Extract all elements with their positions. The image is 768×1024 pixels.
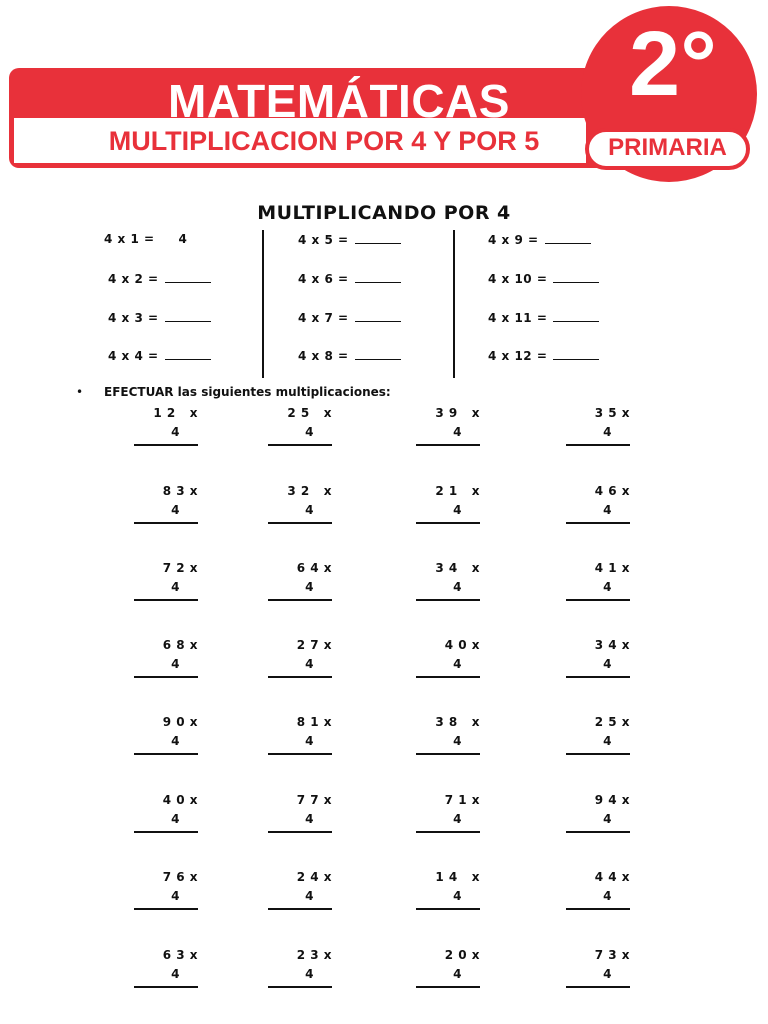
answer-line[interactable] xyxy=(416,522,480,524)
multiplication-problem xyxy=(416,792,486,836)
multiplier: 4 xyxy=(171,657,180,671)
fact-expression: 4 x 6 = xyxy=(298,272,349,286)
answer-blank[interactable] xyxy=(165,309,211,322)
multiplication-problem xyxy=(268,947,338,991)
table-fact xyxy=(298,347,401,363)
multiplication-problem xyxy=(566,869,636,913)
multiplier: 4 xyxy=(453,425,462,439)
multiplication-problem xyxy=(134,405,204,449)
section-title: MULTIPLICANDO POR 4 xyxy=(257,202,511,224)
fact-expression: 4 x 10 = xyxy=(488,272,548,286)
multiplication-problem xyxy=(416,947,486,991)
multiplicand: 2 1 x xyxy=(435,484,480,498)
multiplicand: 3 5 x xyxy=(594,406,630,420)
multiplication-problem xyxy=(268,792,338,836)
answer-blank[interactable] xyxy=(355,309,401,322)
table-fact xyxy=(108,347,211,363)
multiplicand: 7 3 x xyxy=(594,948,630,962)
answer-line[interactable] xyxy=(566,831,630,833)
answer-blank[interactable] xyxy=(165,270,211,283)
multiplier: 4 xyxy=(305,425,314,439)
multiplication-problem xyxy=(416,560,486,604)
multiplicand: 4 6 x xyxy=(594,484,630,498)
table-fact xyxy=(104,231,187,247)
fact-answer: 4 xyxy=(178,232,188,246)
answer-line[interactable] xyxy=(566,908,630,910)
table-fact xyxy=(488,309,599,325)
multiplicand: 6 8 x xyxy=(162,638,198,652)
multiplicand: 9 0 x xyxy=(162,715,198,729)
multiplicand: 3 2 x xyxy=(287,484,332,498)
multiplication-problem xyxy=(566,792,636,836)
table-divider xyxy=(453,230,455,378)
answer-blank[interactable] xyxy=(545,231,591,244)
multiplication-problem xyxy=(268,483,338,527)
multiplication-problem xyxy=(268,869,338,913)
answer-line[interactable] xyxy=(134,986,198,988)
grade-number: 2° xyxy=(629,13,717,115)
table-divider xyxy=(262,230,264,378)
multiplier: 4 xyxy=(305,889,314,903)
multiplicand: 7 1 x xyxy=(444,793,480,807)
multiplication-problem xyxy=(416,869,486,913)
answer-line[interactable] xyxy=(566,676,630,678)
answer-blank[interactable] xyxy=(165,347,211,360)
answer-blank[interactable] xyxy=(355,347,401,360)
multiplication-problem xyxy=(566,405,636,449)
fact-expression: 4 x 5 = xyxy=(298,233,349,247)
answer-line[interactable] xyxy=(268,676,332,678)
multiplier: 4 xyxy=(603,967,612,981)
multiplication-problem xyxy=(134,483,204,527)
multiplier: 4 xyxy=(171,812,180,826)
multiplicand: 4 4 x xyxy=(594,870,630,884)
answer-line[interactable] xyxy=(416,753,480,755)
answer-blank[interactable] xyxy=(553,270,599,283)
answer-line[interactable] xyxy=(416,986,480,988)
multiplicand: 2 4 x xyxy=(296,870,332,884)
answer-line[interactable] xyxy=(134,908,198,910)
fact-expression: 4 x 9 = xyxy=(488,233,539,247)
answer-line[interactable] xyxy=(566,753,630,755)
multiplier: 4 xyxy=(603,889,612,903)
multiplicand: 7 7 x xyxy=(296,793,332,807)
multiplication-problem xyxy=(566,714,636,758)
multiplicand: 8 3 x xyxy=(162,484,198,498)
multiplier: 4 xyxy=(305,657,314,671)
multiplicand: 1 4 x xyxy=(435,870,480,884)
answer-line[interactable] xyxy=(134,599,198,601)
fact-expression: 4 x 11 = xyxy=(488,311,548,325)
multiplier: 4 xyxy=(305,580,314,594)
answer-line[interactable] xyxy=(416,831,480,833)
answer-line[interactable] xyxy=(566,986,630,988)
multiplicand: 2 5 x xyxy=(287,406,332,420)
multiplier: 4 xyxy=(171,889,180,903)
answer-line[interactable] xyxy=(268,599,332,601)
multiplication-problem xyxy=(268,714,338,758)
multiplication-problem xyxy=(134,869,204,913)
multiplier: 4 xyxy=(453,812,462,826)
multiplicand: 4 1 x xyxy=(594,561,630,575)
multiplier: 4 xyxy=(603,734,612,748)
multiplicand: 3 9 x xyxy=(435,406,480,420)
multiplier: 4 xyxy=(603,657,612,671)
multiplier: 4 xyxy=(171,967,180,981)
answer-line[interactable] xyxy=(134,676,198,678)
multiplication-problem xyxy=(268,637,338,681)
multiplication-problem xyxy=(566,560,636,604)
multiplier: 4 xyxy=(453,580,462,594)
multiplicand: 6 4 x xyxy=(296,561,332,575)
multiplication-problem xyxy=(268,405,338,449)
multiplier: 4 xyxy=(453,889,462,903)
table-fact xyxy=(298,270,401,286)
level-label: PRIMARIA xyxy=(608,134,727,161)
table-fact xyxy=(298,309,401,325)
table-fact xyxy=(488,347,599,363)
answer-line[interactable] xyxy=(416,444,480,446)
multiplication-problem xyxy=(566,947,636,991)
multiplicand: 2 5 x xyxy=(594,715,630,729)
multiplication-problem xyxy=(416,714,486,758)
page-subtitle: MULTIPLICACION POR 4 Y POR 5 xyxy=(108,126,540,156)
multiplier: 4 xyxy=(171,580,180,594)
answer-line[interactable] xyxy=(566,444,630,446)
answer-blank[interactable] xyxy=(355,231,401,244)
answer-line[interactable] xyxy=(268,522,332,524)
multiplier: 4 xyxy=(453,503,462,517)
answer-line[interactable] xyxy=(268,908,332,910)
answer-blank[interactable] xyxy=(355,270,401,283)
multiplicand: 2 0 x xyxy=(444,948,480,962)
multiplication-problem xyxy=(134,947,204,991)
bullet: • xyxy=(76,385,84,399)
answer-line[interactable] xyxy=(268,444,332,446)
table-fact xyxy=(108,309,211,325)
multiplication-problem xyxy=(416,483,486,527)
multiplicand: 3 4 x xyxy=(435,561,480,575)
multiplication-problem xyxy=(566,483,636,527)
multiplier: 4 xyxy=(453,657,462,671)
multiplication-problem xyxy=(134,637,204,681)
multiplier: 4 xyxy=(453,967,462,981)
multiplication-problem xyxy=(268,560,338,604)
multiplicand: 4 0 x xyxy=(444,638,480,652)
fact-expression: 4 x 3 = xyxy=(108,311,159,325)
multiplier: 4 xyxy=(305,812,314,826)
fact-expression: 4 x 8 = xyxy=(298,349,349,363)
multiplicand: 8 1 x xyxy=(296,715,332,729)
answer-line[interactable] xyxy=(134,753,198,755)
answer-line[interactable] xyxy=(566,522,630,524)
multiplier: 4 xyxy=(305,967,314,981)
fact-expression: 4 x 2 = xyxy=(108,272,159,286)
fact-expression: 4 x 12 = xyxy=(488,349,548,363)
multiplicand: 9 4 x xyxy=(594,793,630,807)
multiplication-problem xyxy=(416,637,486,681)
multiplier: 4 xyxy=(603,503,612,517)
multiplicand: 7 6 x xyxy=(162,870,198,884)
answer-line[interactable] xyxy=(268,831,332,833)
fact-expression: 4 x 7 = xyxy=(298,311,349,325)
multiplicand: 2 3 x xyxy=(296,948,332,962)
answer-line[interactable] xyxy=(416,908,480,910)
fact-expression: 4 x 1 = xyxy=(104,232,155,246)
answer-line[interactable] xyxy=(566,599,630,601)
answer-line[interactable] xyxy=(134,831,198,833)
answer-line[interactable] xyxy=(268,753,332,755)
table-fact xyxy=(488,231,591,247)
table-fact xyxy=(488,270,599,286)
multiplier: 4 xyxy=(603,425,612,439)
instruction-text: EFECTUAR las siguientes multiplicaciones: xyxy=(104,385,391,399)
table-fact xyxy=(108,270,211,286)
multiplier: 4 xyxy=(171,734,180,748)
multiplier: 4 xyxy=(171,503,180,517)
answer-blank[interactable] xyxy=(553,309,599,322)
multiplication-problem xyxy=(566,637,636,681)
answer-blank[interactable] xyxy=(553,347,599,360)
multiplier: 4 xyxy=(305,503,314,517)
multiplier: 4 xyxy=(453,734,462,748)
multiplier: 4 xyxy=(305,734,314,748)
multiplicand: 1 2 x xyxy=(153,406,198,420)
multiplication-problem xyxy=(134,560,204,604)
multiplier: 4 xyxy=(171,425,180,439)
answer-line[interactable] xyxy=(134,522,198,524)
multiplicand: 6 3 x xyxy=(162,948,198,962)
multiplication-problem xyxy=(134,792,204,836)
multiplicand: 2 7 x xyxy=(296,638,332,652)
answer-line[interactable] xyxy=(416,599,480,601)
answer-line[interactable] xyxy=(134,444,198,446)
multiplication-problem xyxy=(416,405,486,449)
multiplicand: 4 0 x xyxy=(162,793,198,807)
answer-line[interactable] xyxy=(416,676,480,678)
answer-line[interactable] xyxy=(268,986,332,988)
multiplier: 4 xyxy=(603,812,612,826)
multiplicand: 3 4 x xyxy=(594,638,630,652)
multiplication-problem xyxy=(134,714,204,758)
fact-expression: 4 x 4 = xyxy=(108,349,159,363)
multiplier: 4 xyxy=(603,580,612,594)
multiplicand: 7 2 x xyxy=(162,561,198,575)
page-title: MATEMÁTICAS xyxy=(168,75,510,127)
table-fact xyxy=(298,231,401,247)
multiplicand: 3 8 x xyxy=(435,715,480,729)
